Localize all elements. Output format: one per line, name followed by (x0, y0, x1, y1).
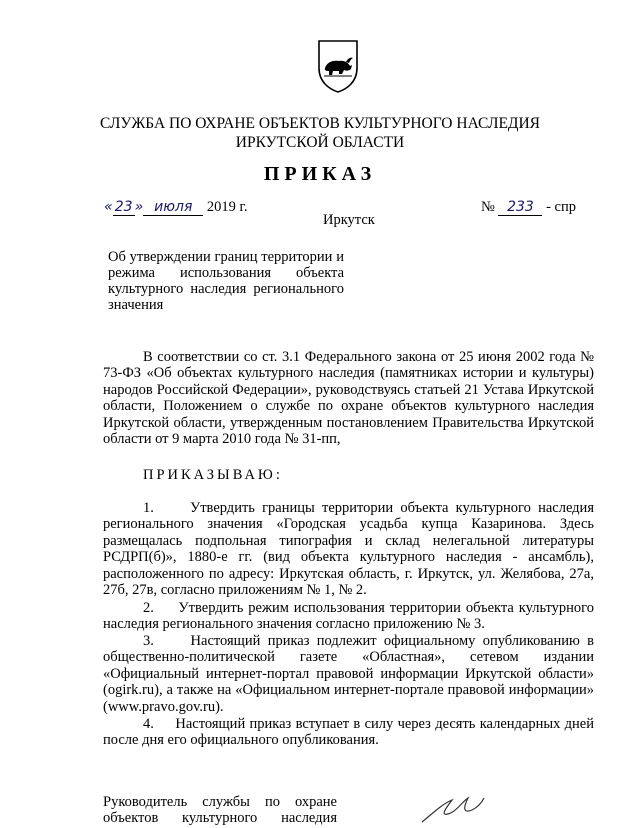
date-day: 23 (113, 199, 135, 216)
order-item-1: 1. Утвердить границы территории объекта культурного наследия регионального значения «Городская усадьба купца Казаринова. Здесь размещалась подпольная типография и склад нелегальной литературы РСДРП(б)», 1880-е гг. (вид объекта культурного наследия - ансамбль), расположенного по адресу: Иркутская область, г. Иркутск, ул. Желябова, 27а, 27б, 27в, согласно приложениям № 1, № 2. (103, 500, 594, 599)
organization-name-line2: ИРКУТСКОЙ ОБЛАСТИ (235, 134, 405, 151)
city: Иркутск (323, 212, 375, 228)
handwritten-signature (418, 792, 488, 828)
order-subject: Об утверждении границ территории и режима использования объекта культурного наследия регионального значения (108, 249, 344, 313)
date-year: 2019 г. (206, 199, 248, 215)
order-number (481, 199, 576, 216)
irkutsk-coat-of-arms-icon (315, 38, 361, 94)
document-title: ПРИКАЗ (263, 163, 377, 185)
number-prefix: № (481, 199, 495, 215)
preamble-paragraph: В соответствии со ст. 3.1 Федерального закона от 25 июня 2002 года № 73-ФЗ «Об объектах культурного наследия (памятниках истории и культуры) народов Российской Федерации», руководствуясь статьей 21 Устава Иркутской области, Положением о службе по охране объектов культурного наследия Иркутской области, утвержденным постановлением Правительства Иркутской области от 9 марта 2010 года № 31-пп, (103, 349, 594, 448)
order-word: ПРИКАЗЫВАЮ: (143, 467, 283, 483)
number-suffix: - спр (546, 199, 576, 215)
signatory-line1: Руководитель службы по охране (103, 794, 337, 810)
order-date (104, 199, 247, 216)
signatory-line2: объектов культурного наследия (103, 810, 337, 826)
number-value: 233 (498, 199, 542, 216)
date-month: июля (143, 199, 203, 216)
signatory-title (103, 794, 337, 826)
organization-name-line1: СЛУЖБА ПО ОХРАНЕ ОБЪЕКТОВ КУЛЬТУРНОГО НАСЛЕДИЯ (99, 115, 541, 132)
order-item-2: 2. Утвердить режим использования территории объекта культурного наследия регионального значения согласно приложению № 3. (103, 600, 594, 633)
date-close-quote: » (134, 199, 144, 215)
date-open-quote: « (104, 199, 113, 215)
order-item-4: 4. Настоящий приказ вступает в силу через десять календарных дней после дня его официального опубликования. (103, 716, 594, 749)
order-item-3: 3. Настоящий приказ подлежит официальному опубликованию в общественно-политической газете «Областная», сетевом издании «Официальный интернет-портал правовой информации Иркутской области» (ogirk.ru), а также на «Официальном интернет-портале правовой информации» (www.pravo.gov.ru). (103, 633, 594, 715)
